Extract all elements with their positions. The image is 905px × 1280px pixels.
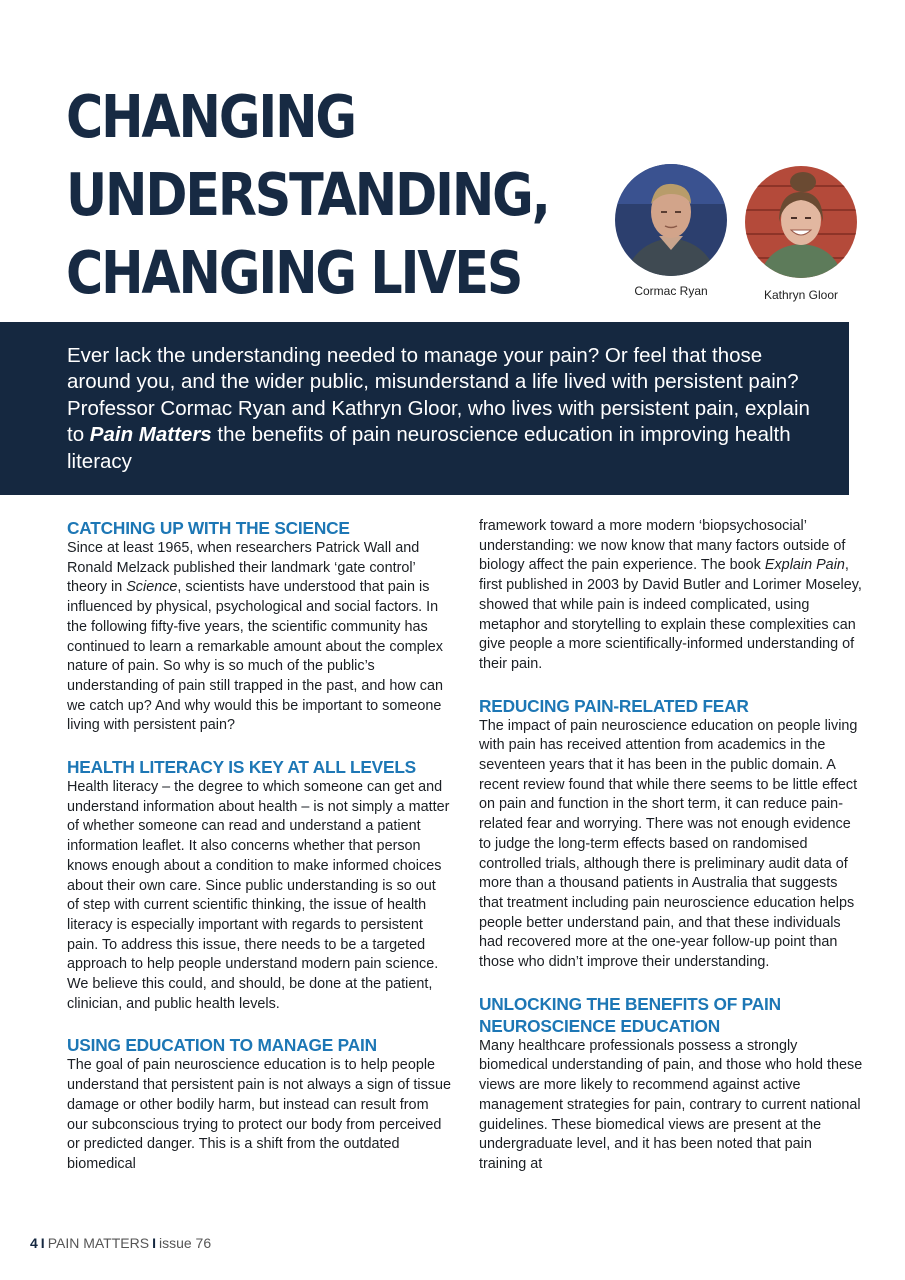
title-line-2: UNDERSTANDING, — [66, 160, 549, 229]
footer-magazine: PAIN MATTERS — [47, 1235, 150, 1251]
paragraph-unlocking: Many healthcare professionals possess a strongly biomedical understanding of pain, and those who hold these views are more likely to recommend against active management strategies for pain, contrary to current national guidelines. These biomedical views are present at the undergraduate level, and it has been noted that pain training at — [479, 1037, 863, 1172]
heading-catching-up: CATCHING UP WITH THE SCIENCE — [67, 518, 350, 538]
intro-text — [67, 343, 827, 475]
intro-text-a: Ever lack the understanding needed to manage your pain? Or feel that those around you, and the wider public, misunderstand a life lived with persistent pain? Professor Cormac Ryan and Kathryn Gloor, who lives with persistent pain, explain to — [67, 344, 810, 447]
paragraph-reducing-fear: The impact of pain neuroscience education on people living with pain has received attention from academics in the seventeen years that it has been in the public domain. A recent review found that while there seems to be little effect on pain and function in the short term, it can reduce pain-related fear and worrying. There was not enough evidence to judge the long-term effects based on randomised controlled trials, although there is preliminary audit data of more than a thousand patients in Australia that suggests that treatment including pain neuroscience education helps people better understand pain, and that these individuals had recovered more at the one-year follow-up point than those who didn’t improve their understanding. — [479, 717, 858, 971]
kathryn-gloor-photo — [745, 166, 857, 278]
page-number: 4 — [30, 1235, 38, 1251]
paragraph-catching-up — [67, 539, 451, 736]
catching-up-text-a: Since at least 1965, when researchers Patrick Wall and Ronald Melzack published their landmark ‘gate control’ theory in — [67, 540, 420, 596]
book-explain-pain: Explain Pain — [764, 557, 845, 574]
heading-reducing-fear: REDUCING PAIN-RELATED FEAR — [479, 695, 749, 716]
footer-separator-1: I — [40, 1235, 45, 1251]
portrait-cormac-ryan — [612, 164, 730, 298]
continuation-text-b: , first published in 2003 by David Butler and Lorimer Moseley, showed that while pain is indeed complicated, using metaphor and storytelling to explain these complexities can give people a more scientifically-informed understanding of their pain. — [479, 557, 862, 672]
continuation-text-a: framework toward a more modern ‘biopsychosocial’ understanding: we now know that many factors outside of biology affect the pain experience. The book — [479, 518, 846, 574]
heading-health-literacy: HEALTH LITERACY IS KEY AT ALL LEVELS — [67, 757, 417, 778]
heading-unlocking: UNLOCKING THE BENEFITS OF PAIN NEUROSCIENCE EDUCATION — [479, 993, 781, 1036]
left-column — [67, 517, 451, 1195]
title-line-1: CHANGING — [66, 82, 355, 151]
intro-banner — [0, 322, 849, 495]
paragraph-continuation — [479, 517, 863, 675]
intro-magazine-name: Pain Matters — [89, 423, 212, 447]
journal-science: Science — [126, 579, 178, 596]
paragraph-using-education: The goal of pain neuroscience education is to help people understand that persistent pain is not always a sign of tissue damage or other bodily harm, but instead can result from our subconscious trying to protect our body from perceived or predicted danger. This is a shift from the outdated biomedical — [67, 1057, 451, 1172]
page-footer — [30, 1235, 211, 1251]
article-title — [66, 78, 549, 312]
footer-issue: issue 76 — [158, 1235, 212, 1251]
portrait-kathryn-gloor — [742, 166, 860, 302]
caption-kathryn-gloor: Kathryn Gloor — [763, 288, 839, 302]
footer-separator-2: I — [152, 1235, 156, 1251]
cormac-ryan-photo — [615, 164, 727, 276]
heading-using-education: USING EDUCATION TO MANAGE PAIN — [67, 1035, 377, 1056]
title-line-3: CHANGING LIVES — [66, 238, 522, 307]
caption-cormac-ryan: Cormac Ryan — [634, 284, 708, 298]
right-column — [479, 517, 863, 1195]
catching-up-text-b: , scientists have understood that pain is influenced by physical, psychological and social factors. In the following fifty-five years, the scientific community has continued to learn a remarkable amount about the complex nature of pain. So why is so much of the public’s understanding of pain still trapped in the past, and how can we catch up? And why would this be important to someone living with persistent pain? — [67, 579, 444, 734]
intro-text-b: the benefits of pain neuroscience education in improving health literacy — [67, 423, 791, 473]
paragraph-health-literacy: Health literacy – the degree to which someone can get and understand information about health – is not simply a matter of whether someone can read and understand a patient information leaflet. It also concerns whether that person knows enough about a condition to make informed choices about their own care. Since public understanding is so out of step with current scientific thinking, the issue of health literacy is especially important with regards to persistent pain. To address this issue, there needs to be a targeted approach to help people understand modern pain science. We believe this could, and should, be done at the patient, clinician, and public health levels. — [67, 779, 450, 1012]
